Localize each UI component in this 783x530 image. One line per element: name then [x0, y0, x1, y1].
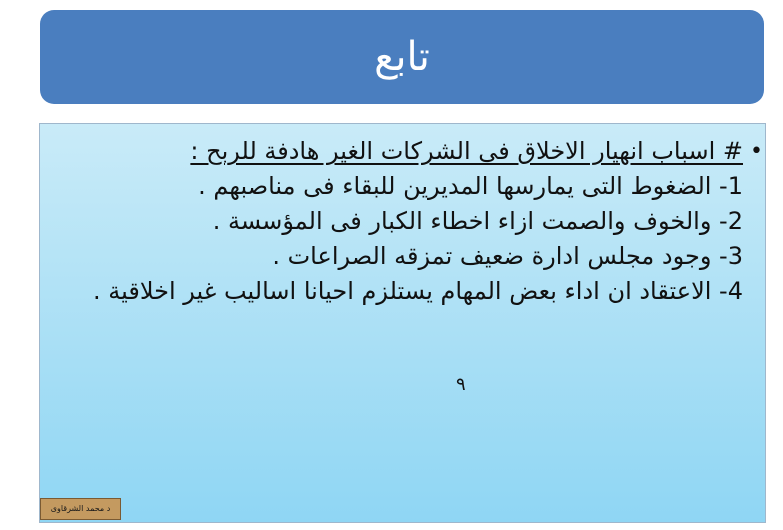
- list-item-1: 1- الضغوط التى يمارسها المديرين للبقاء فى مناصبهم .: [198, 172, 743, 200]
- slide-title: تابع: [374, 34, 430, 80]
- author-label: د محمد الشرقاوى: [40, 498, 121, 520]
- bullet-icon: •: [750, 139, 763, 164]
- list-item-3: 3- وجود مجلس ادارة ضعيف تمزقه الصراعات .: [272, 242, 743, 270]
- list-item-2: 2- والخوف والصمت ازاء اخطاء الكبار فى المؤسسة .: [212, 207, 743, 235]
- page-number: ٩: [456, 374, 466, 395]
- content-heading: # اسباب انهيار الاخلاق فى الشركات الغير هادفة للربح :: [190, 137, 743, 165]
- list-item-4: 4- الاعتقاد ان اداء بعض المهام يستلزم احيانا اساليب غير اخلاقية .: [93, 277, 743, 305]
- slide-content-box: [39, 123, 766, 523]
- slide-content: [53, 134, 763, 309]
- slide-title-box: [40, 10, 764, 104]
